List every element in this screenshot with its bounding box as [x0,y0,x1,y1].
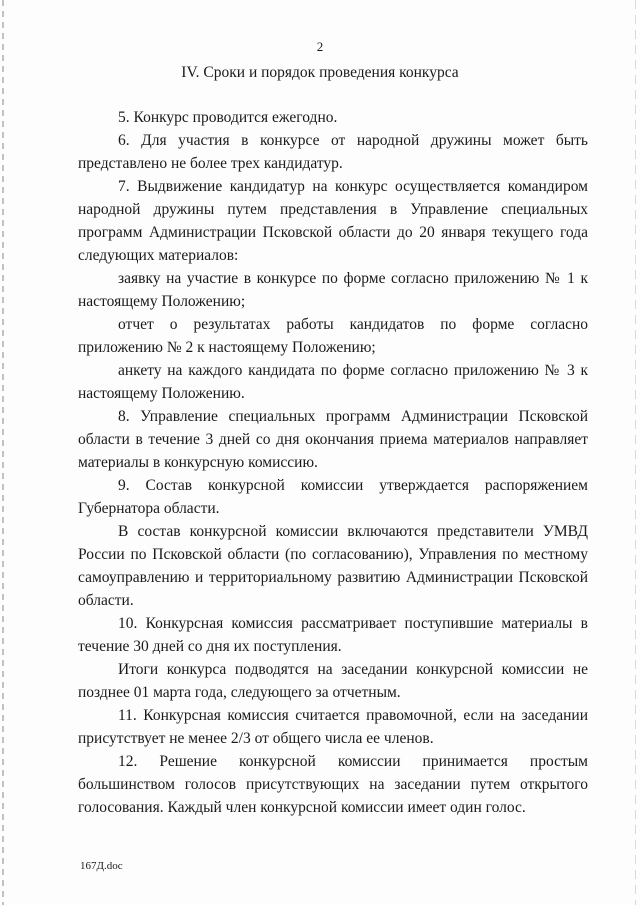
scan-edge-right [635,0,636,905]
paragraph-results-report: отчет о результатах работы кандидатов по форме согласно приложению № 2 к настоящему Положению; [78,316,588,356]
section-title: IV. Сроки и порядок проведения конкурса [181,64,459,81]
paragraph-item-11: 11. Конкурсная комиссия считается правомочной, если на заседании присутствует не менее 2/3 от общего числа ее членов. [78,707,588,747]
paragraph-results-deadline: Итоги конкурса подводятся на заседании конкурсной комиссии не позднее 01 марта года, следующего за отчетным. [78,661,588,701]
paragraph-commission-composition: В состав конкурсной комиссии включаются представители УМВД России по Псковской области (по согласованию), Управления по местному самоуправлению и территориальному развитию Администрации Псковской области. [78,523,588,609]
scan-edge-left [2,0,4,905]
paragraph-item-9: 9. Состав конкурсной комиссии утверждается распоряжением Губернатора области. [78,477,588,517]
paragraph-item-7: 7. Выдвижение кандидатур на конкурс осуществляется командиром народной дружины путем представления в Управление специальных программ Администрации Псковской области до 20 января текущего года следующих материалов: [78,178,588,264]
paragraph-item-5: 5. Конкурс проводится ежегодно. [118,109,338,126]
page-number: 2 [316,39,324,54]
paragraph-item-12: 12. Решение конкурсной комиссии принимается простым большинством голосов присутствующих на заседании путем открытого голосования. Каждый член конкурсной комиссии имеет один голос. [78,753,588,816]
document-body [78,106,588,819]
paragraph-item-10: 10. Конкурсная комиссия рассматривает поступившие материалы в течение 30 дней со дня их поступления. [78,615,588,655]
paragraph-item-8: 8. Управление специальных программ Администрации Псковской области в течение 3 дней со дня окончания приема материалов направляет материалы в конкурсную комиссию. [78,408,588,471]
paragraph-candidate-questionnaire: анкету на каждого кандидата по форме согласно приложению № 3 к настоящему Положению. [78,362,588,402]
footer-file-name: 167Д.doc [80,860,123,872]
paragraph-item-6: 6. Для участия в конкурсе от народной дружины может быть представлено не более трех кандидатур. [78,132,588,172]
paragraph-application-form: заявку на участие в конкурсе по форме согласно приложению № 1 к настоящему Положению; [78,270,588,310]
